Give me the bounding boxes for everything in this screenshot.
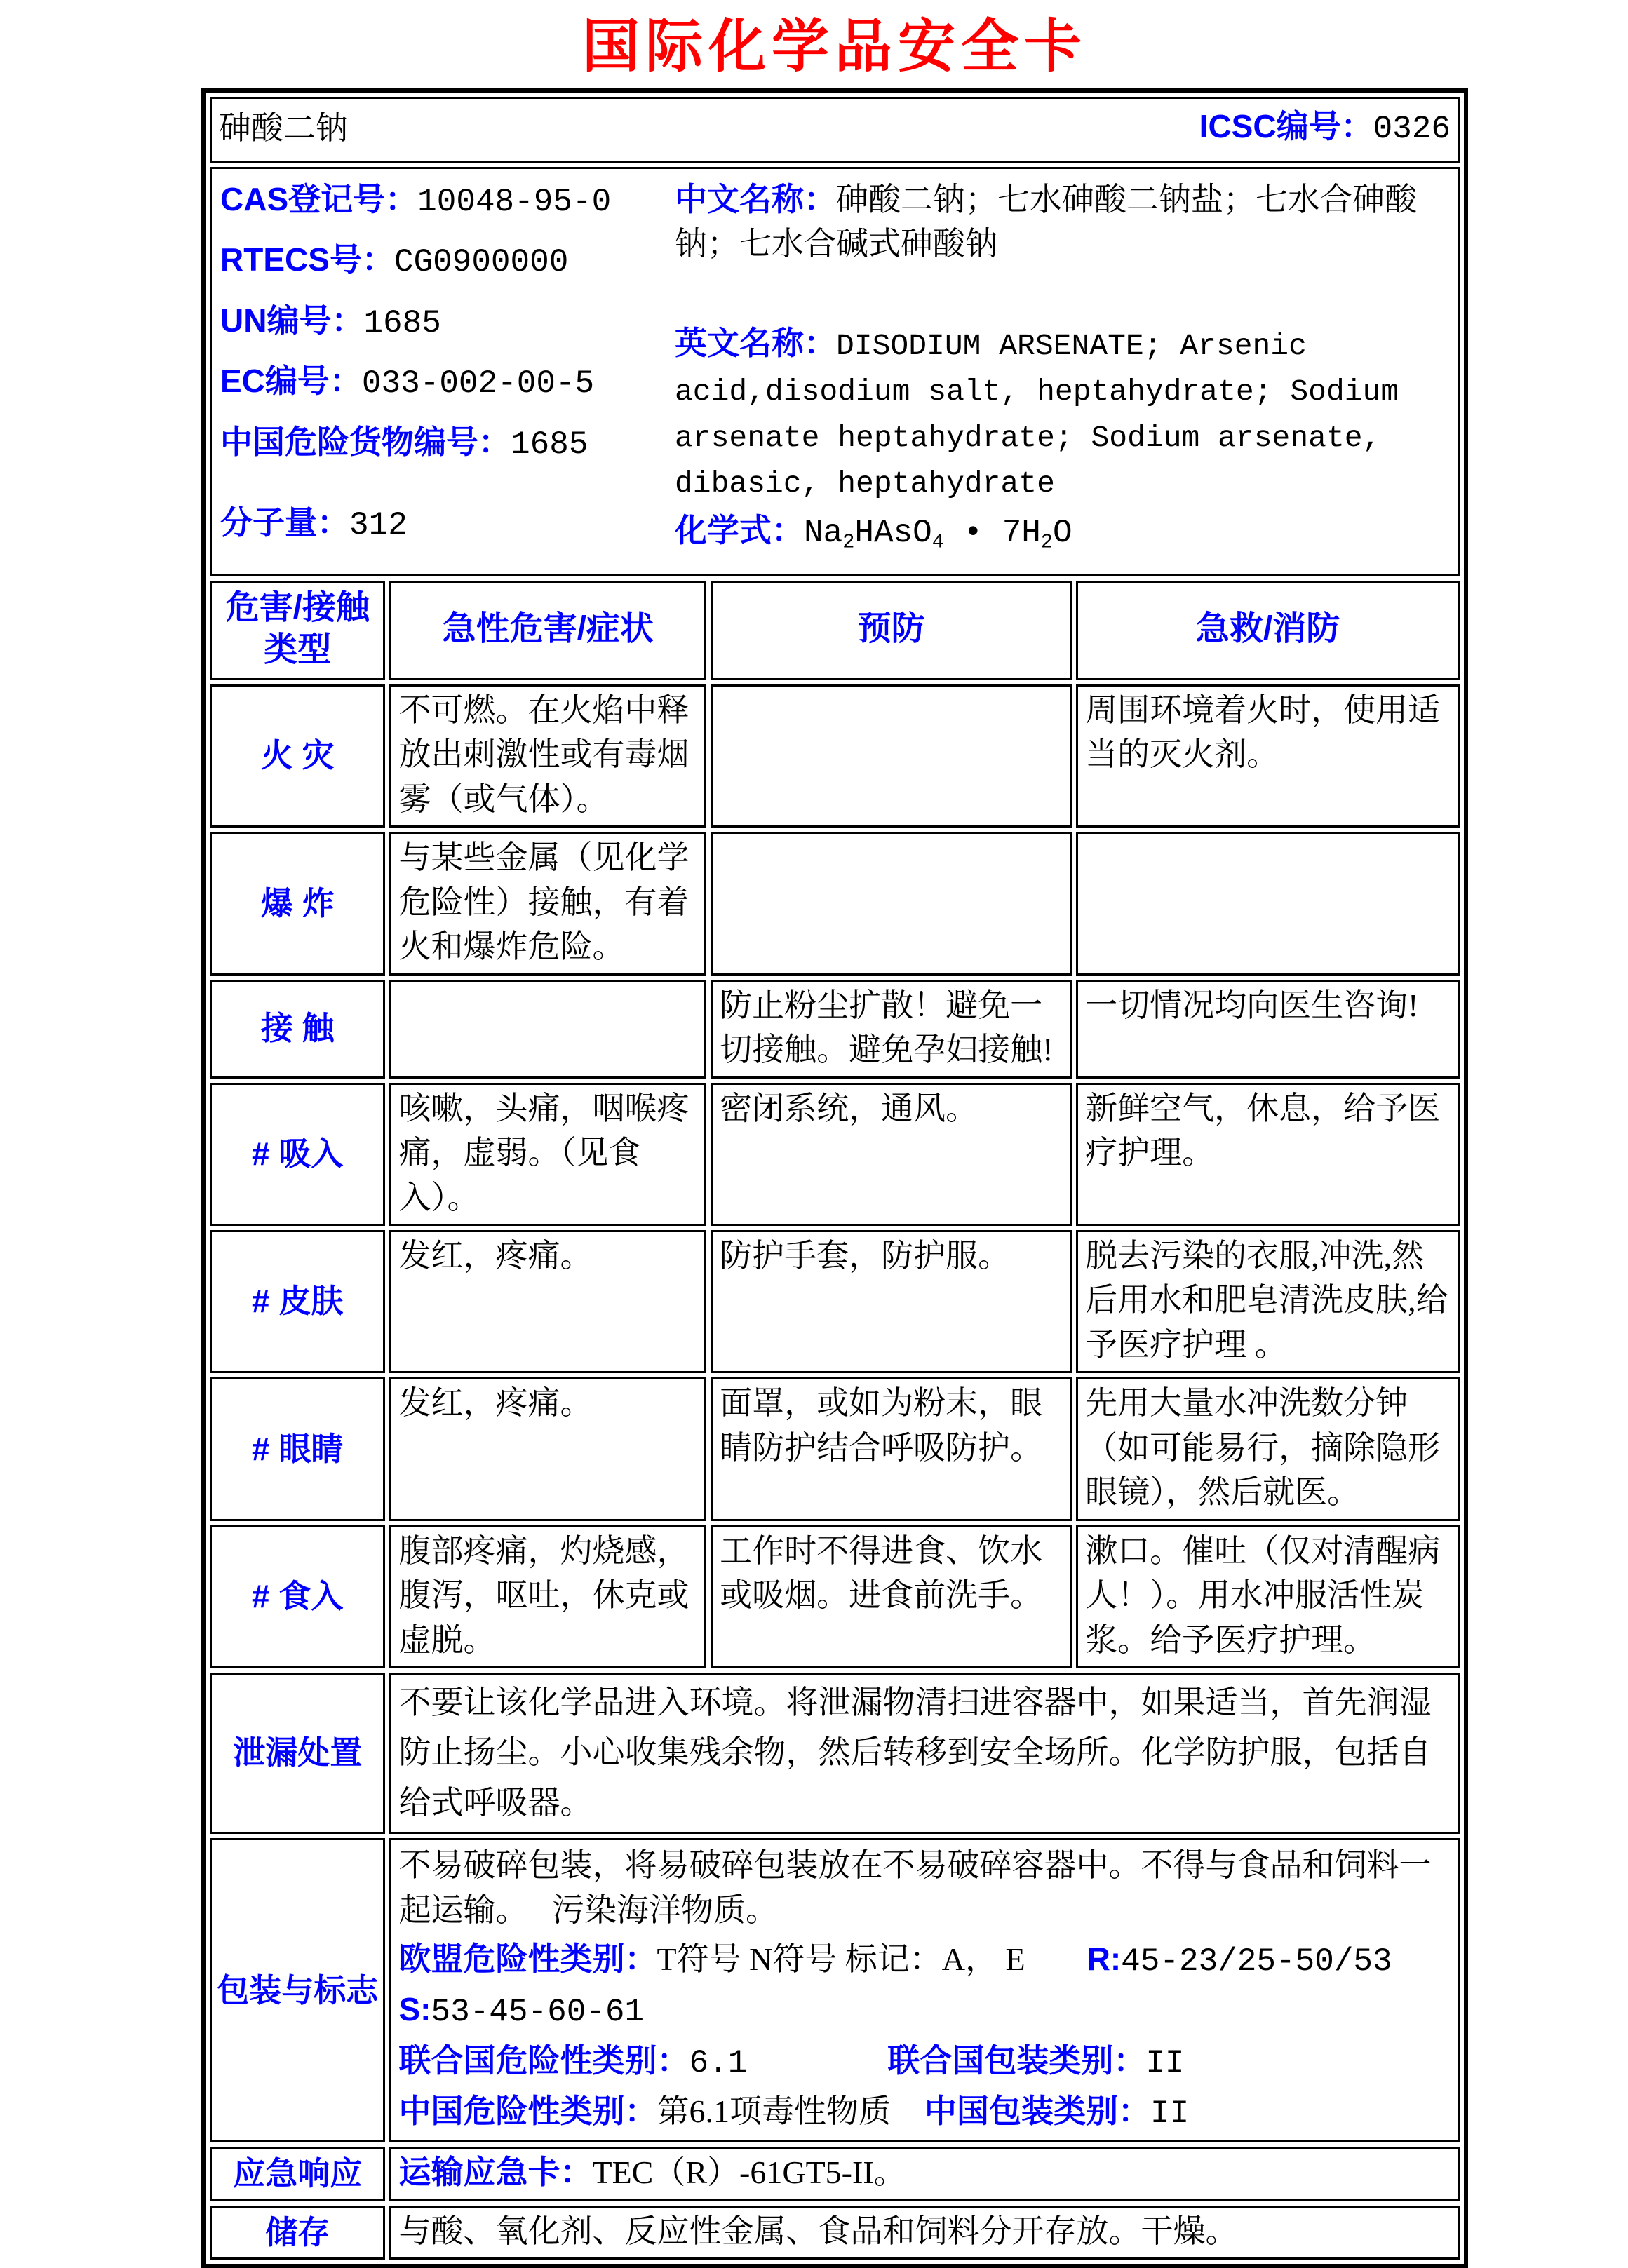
eyes-prevention-cell: 面罩，或如为粉末，眼睛防护结合呼吸防护。 <box>711 1377 1072 1520</box>
spillage-label-cell: 泄漏处置 <box>210 1673 385 1834</box>
hazard-row-ingestion <box>210 1525 1460 1668</box>
chemical-formula-label: 化学式： <box>675 512 804 549</box>
storage-content-cell: 与酸、氧化剂、反应性金属、食品和饲料分开存放。干燥。 <box>389 2206 1460 2260</box>
s-phrases-line <box>398 1987 1451 2034</box>
header-prevention: 预防 <box>711 581 1072 680</box>
un-packing-group-label: 联合国包装类别： <box>887 2041 1146 2079</box>
molecular-weight-line <box>220 501 675 548</box>
ingestion-prevention-cell: 工作时不得进食、饮水或吸烟。进食前洗手。 <box>711 1525 1072 1668</box>
eyes-symptoms-cell: 发红，疼痛。 <box>389 1377 706 1520</box>
chemical-formula-value <box>804 515 1072 554</box>
fire-prevention-cell <box>711 684 1072 828</box>
cn-dangerous-goods-line <box>220 420 675 467</box>
storage-row <box>210 2206 1460 2260</box>
identification-row <box>210 167 1460 576</box>
formula-seg: O <box>1053 515 1072 552</box>
cn-dangerous-goods-value: 1685 <box>511 426 588 463</box>
explosion-prevention-cell <box>711 832 1072 975</box>
spillage-row <box>210 1673 1460 1834</box>
exposure-first-aid-cell: 一切情况均向医生咨询! <box>1076 980 1460 1079</box>
eyes-first-aid-cell: 先用大量水冲洗数分钟（如可能易行，摘除隐形眼镜），然后就医。 <box>1076 1377 1460 1520</box>
ec-number-label: EC编号： <box>220 363 362 400</box>
un-number-value: 1685 <box>363 304 441 342</box>
substance-header-cell <box>210 97 1460 163</box>
chinese-name-label: 中文名称： <box>675 181 836 217</box>
molecular-weight-label: 分子量： <box>220 504 349 541</box>
un-packing-group-value: II <box>1145 2044 1185 2081</box>
exposure-prevention-cell: 防止粉尘扩散！避免一切接触。避免孕妇接触! <box>711 980 1072 1079</box>
eu-hazard-class-line <box>398 1936 1451 1984</box>
un-class-line <box>398 2038 1451 2086</box>
inhalation-first-aid-cell: 新鲜空气，休息，给予医疗护理。 <box>1076 1083 1460 1226</box>
cas-number-line <box>220 177 675 224</box>
r-phrases-value: 45-23/25-50/53 <box>1121 1943 1392 1980</box>
s-phrases-value: 53-45-60-61 <box>431 1994 645 2031</box>
skin-first-aid-cell: 脱去污染的衣服,冲洗,然后用水和肥皂清洗皮肤,给予医疗护理 。 <box>1076 1230 1460 1373</box>
rtecs-number-label: RTECS号： <box>220 241 394 278</box>
fire-symptoms-cell: 不可燃。在火焰中释放出刺激性或有毒烟雾（或气体）。 <box>389 684 706 828</box>
storage-label-cell: 储存 <box>210 2206 385 2260</box>
chinese-name-value: 砷酸二钠；七水砷酸二钠盐；七水合砷酸钠；七水合碱式砷酸钠 <box>675 182 1417 262</box>
rtecs-number-value: CG0900000 <box>393 244 569 281</box>
explosion-symptoms-cell: 与某些金属（见化学危险性）接触，有着火和爆炸危险。 <box>389 832 706 975</box>
explosion-first-aid-cell <box>1076 832 1460 975</box>
formula-seg: • 7H <box>943 515 1041 552</box>
page-title-wrap <box>201 15 1468 79</box>
cn-packing-group-value: II <box>1150 2095 1190 2133</box>
fire-first-aid-cell: 周围环境着火时，使用适当的灭火剂。 <box>1076 684 1460 828</box>
header-acute-symptoms: 急性危害/症状 <box>389 581 706 680</box>
icsc-number-group <box>1199 104 1451 151</box>
packaging-transport-line: 不易破碎包装，将易破碎包装放在不易破碎容器中。不得与食品和饲料一起运输。 污染海洋物质。 <box>398 1847 1432 1929</box>
substance-name: 砷酸二钠 <box>219 110 348 147</box>
cn-dangerous-goods-label: 中国危险货物编号： <box>220 423 511 460</box>
hazard-row-inhalation <box>210 1083 1460 1226</box>
hazard-row-explosion <box>210 832 1460 975</box>
packaging-content-cell <box>389 1838 1460 2142</box>
cn-packing-group-label: 中国包装类别： <box>924 2093 1150 2130</box>
explosion-label-cell: 爆 炸 <box>210 832 385 975</box>
hazard-row-exposure <box>210 980 1460 1079</box>
packaging-row <box>210 1838 1460 2142</box>
english-name-block <box>675 321 1446 504</box>
r-phrases-label: R: <box>1087 1940 1122 1977</box>
inhalation-symptoms-cell: 咳嗽，头痛，咽喉疼痛，虚弱。（见食入）。 <box>389 1083 706 1226</box>
inhalation-prevention-cell: 密闭系统，通风。 <box>711 1083 1072 1226</box>
english-name-label: 英文名称： <box>675 324 836 361</box>
substance-header-flex <box>219 104 1451 151</box>
page-title: 国际化学品安全卡 <box>581 15 1087 79</box>
cn-hazard-class-label: 中国危险性类别： <box>398 2093 657 2130</box>
formula-seg: Na <box>804 515 843 552</box>
hazard-row-skin <box>210 1230 1460 1373</box>
cn-hazard-class-value: 第6.1项毒性物质 <box>657 2093 891 2130</box>
chemical-formula-line <box>675 508 1446 556</box>
hazard-header-row <box>210 581 1460 680</box>
ec-number-value: 033-002-00-5 <box>361 365 595 403</box>
exposure-label-cell: 接 触 <box>210 980 385 1079</box>
ingestion-symptoms-cell: 腹部疼痛，灼烧感，腹泻，呕吐，休克或虚脱。 <box>389 1525 706 1668</box>
rtecs-number-line <box>220 238 675 285</box>
ec-number-line <box>220 359 675 406</box>
cn-class-line <box>398 2088 1451 2136</box>
icsc-number-value: 0326 <box>1373 111 1451 148</box>
un-hazard-class-value: 6.1 <box>689 2044 748 2081</box>
emergency-response-label-cell: 应急响应 <box>210 2147 385 2201</box>
transport-emergency-card-label: 运输应急卡： <box>398 2154 593 2191</box>
skin-symptoms-cell: 发红，疼痛。 <box>389 1230 706 1373</box>
ingestion-first-aid-cell: 漱口。催吐（仅对清醒病人！）。用水冲服活性炭浆。给予医疗护理。 <box>1076 1525 1460 1668</box>
spillage-text-cell: 不要让该化学品进入环境。将泄漏物清扫进容器中，如果适当，首先润湿防止扬尘。小心收集残余物，然后转移到安全场所。化学防护服，包括自给式呼吸器。 <box>389 1673 1460 1834</box>
packaging-label-cell: 包装与标志 <box>210 1838 385 2142</box>
hazard-row-eyes <box>210 1377 1460 1520</box>
english-name-value: DISODIUM ARSENATE; Arsenic acid,disodium salt, heptahydrate; Sodium arsenate heptahydrate; Sodium arsenate, dibasic, heptahydrate <box>675 328 1399 501</box>
emergency-response-content-cell <box>389 2147 1460 2201</box>
eu-hazard-class-label: 欧盟危险性类别： <box>398 1940 657 1977</box>
substance-header-row <box>210 97 1460 163</box>
chinese-name-block <box>675 177 1446 266</box>
identification-flex <box>220 177 1449 562</box>
icsc-card-table <box>201 88 1468 2268</box>
molecular-weight-value: 312 <box>349 507 408 544</box>
formula-subscript: 2 <box>1040 530 1054 554</box>
un-number-label: UN编号： <box>220 302 364 339</box>
skin-label-cell: # 皮肤 <box>210 1230 385 1373</box>
hazard-row-fire <box>210 684 1460 828</box>
ingestion-label-cell: # 食入 <box>210 1525 385 1668</box>
header-hazard-type: 危害/接触类型 <box>210 581 385 680</box>
name-list <box>675 177 1449 562</box>
s-phrases-label: S: <box>398 1991 431 2028</box>
formula-subscript: 4 <box>931 530 944 554</box>
cas-number-label: CAS登记号： <box>220 181 418 217</box>
inhalation-label-cell: # 吸入 <box>210 1083 385 1226</box>
header-first-aid: 急救/消防 <box>1076 581 1460 680</box>
emergency-response-row <box>210 2147 1460 2201</box>
cas-number-value: 10048-95-0 <box>417 184 612 220</box>
transport-emergency-card-value: TEC（R）-61GT5-II。 <box>592 2154 906 2191</box>
formula-subscript: 2 <box>842 530 855 554</box>
skin-prevention-cell: 防护手套，防护服。 <box>711 1230 1072 1373</box>
un-hazard-class-label: 联合国危险性类别： <box>398 2041 689 2079</box>
identifier-list <box>220 177 675 562</box>
formula-seg: HAsO <box>854 515 932 552</box>
fire-label-cell: 火 灾 <box>210 684 385 828</box>
exposure-symptoms-cell <box>389 980 706 1079</box>
eyes-label-cell: # 眼睛 <box>210 1377 385 1520</box>
un-number-line <box>220 299 675 346</box>
eu-hazard-class-value: T符号 N符号 标记：A， E <box>657 1940 1025 1977</box>
identification-cell <box>210 167 1460 576</box>
icsc-number-label: ICSC编号： <box>1199 108 1373 145</box>
